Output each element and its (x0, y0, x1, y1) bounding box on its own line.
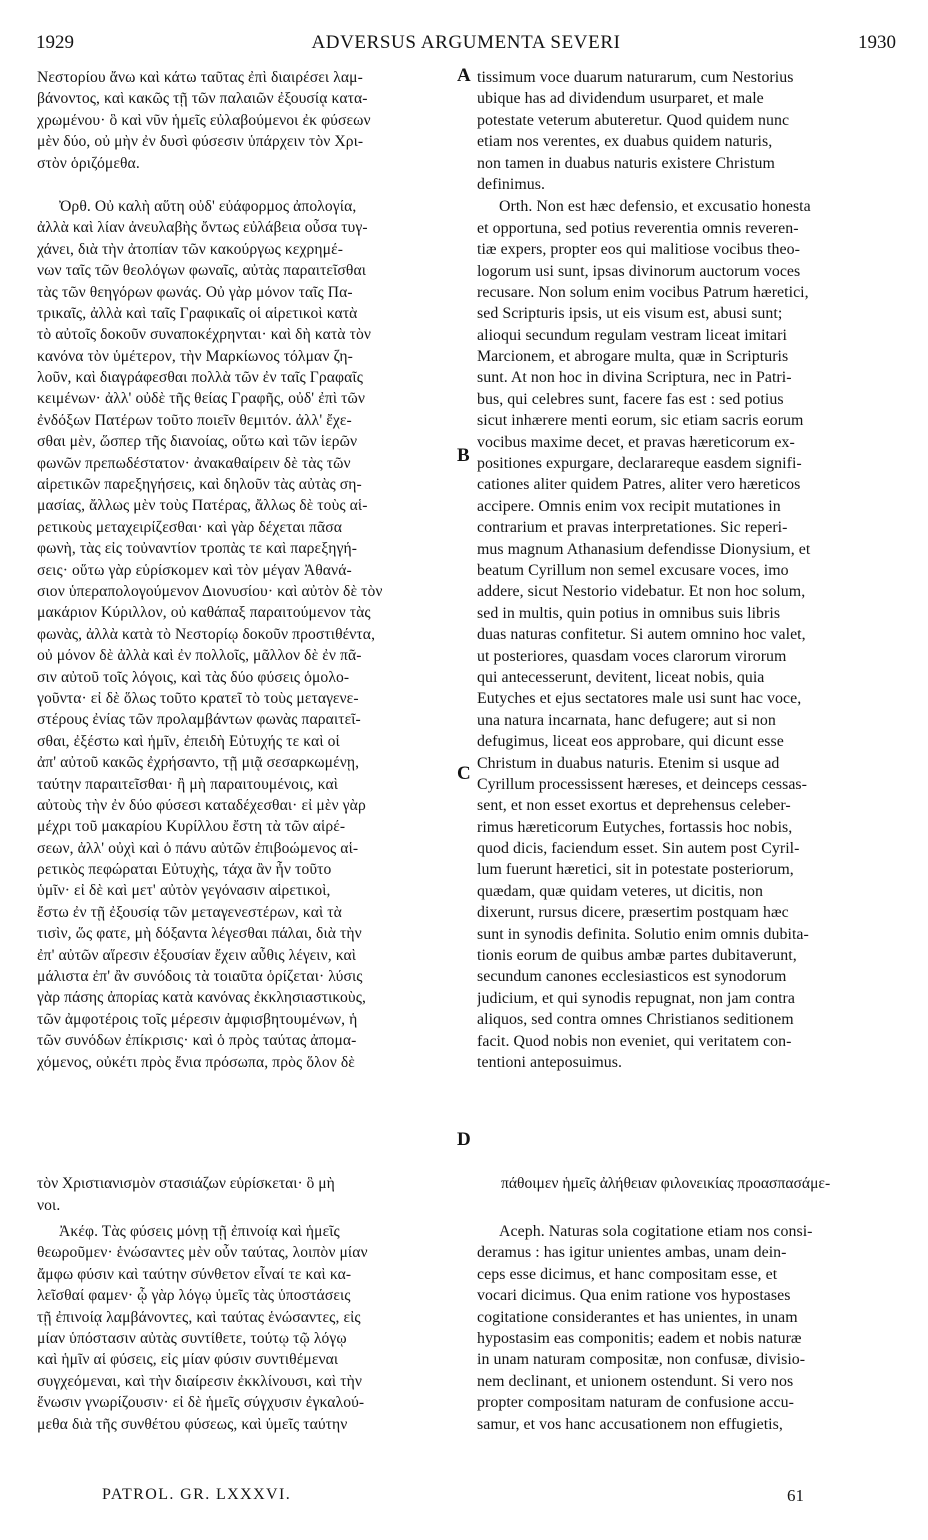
text-line: αὐτοὺς τὴν ἐν δύο φύσεσι καταδέχεσθαι· εἰ μὲν γὰρ (37, 796, 366, 814)
text-line: ρετικὸς πεφώραται Εὐτυχὴς, τάχα ἂν ἦν τοῦτο (37, 861, 332, 879)
text-line: τῇ ἐπινοίᾳ λαμβάνοντες, καὶ ταύτας ἑνώσαντες, εἰς (37, 1308, 361, 1326)
text-line: sunt. At non hoc in divina Scriptura, nec in Patri- (477, 369, 792, 387)
text-line: γὰρ πάσης ἀπορίας κατὰ κανόνας ἐκκλησιαστικοὺς, (37, 989, 367, 1007)
text-line: χόμενος, οὐκέτι πρὸς ἔνια πρόσωπα, πρὸς ὅλον δὲ (37, 1053, 355, 1071)
text-line: Ὀρθ. Οὐ καλὴ αὕτη οὐδ' εὐάφορμος ἀπολογία, (59, 197, 357, 215)
text-line: sed in multis, quin potius in omnibus suis libris (477, 604, 781, 622)
sheet-number: 61 (787, 1486, 804, 1505)
latin-paragraph-orth (477, 196, 893, 1073)
running-title: ADVERSUS ARGUMENTA SEVERI (311, 32, 621, 53)
text-line: φωνῶν πρεπωδέστατον· ἀνακαθαίρειν δὲ τὰς τῶν (37, 454, 351, 472)
text-line: tiæ expers, propter eos qui malitiose vocibus theo- (477, 241, 800, 259)
text-line: Christum in duabus naturis. Etenim si usque ad (477, 754, 780, 772)
text-line: tentioni anteposuimus. (477, 1053, 622, 1071)
text-line: mus magnum Athanasium defendisse Dionysium, et (477, 540, 811, 558)
text-line: τισὶν, ὥς φατε, μὴ δόξαντα λέγεσθαι πάλαι, διὰ τὴν (37, 925, 362, 943)
text-line: σιον ὑπεραπολογούμενον Διονυσίου· καὶ αὐτὸν δὲ τὸν (37, 582, 383, 600)
text-line: lum fuerunt hæretici, sit in potestate posteriorum, (477, 861, 794, 879)
text-line: vocari dicimus. Qua enim ratione vos hypostases (477, 1287, 791, 1305)
text-line: κειμένων· ἀλλ' οὐδὲ τῆς θείας Γραφῆς, οὐδ' ἐπὶ τῶν (37, 390, 365, 408)
latin-paragraph-aceph (477, 1221, 893, 1435)
text-line: qui antecesserunt, devitent, liceat nobis, quia (477, 668, 765, 686)
text-line: bus, qui celebres sunt, facere fas est : sed potius (477, 390, 784, 408)
text-line: positiones expurgare, declarareque easdem signifi- (477, 455, 802, 473)
text-line: sed Scripturis ipsis, ut eis visum est, abusi sunt; (477, 305, 783, 323)
latin-column-lower (477, 1221, 893, 1435)
text-line: μασίας, ἄλλως μὲν τοὺς Πατέρας, ἄλλως δὲ τοὺς αἱ- (37, 497, 368, 515)
text-line: judicium, et qui synodis repugnat, non jam contra (477, 989, 795, 1007)
text-line: ἀπ' αὐτοῦ κακῶς ἐχρήσαντο, τῇ μιᾷ σεσαρκωμένῃ, (37, 754, 360, 772)
section-marker-d: D (457, 1129, 471, 1150)
text-line: ρετικοὺς μεταχειρίζεσθαι· καὶ γὰρ δέχεται πᾶσα (37, 518, 343, 536)
text-line: cogitatione considerantes et has unientes, in unam (477, 1308, 798, 1326)
greek-paragraph-1 (37, 67, 453, 174)
text-line: ἐπ' αὐτῶν αἵρεσιν ἐξουσίαν ἔχειν αὖθις λέγειν, καὶ (37, 946, 357, 964)
page-footer (36, 1486, 896, 1512)
greek-column (37, 67, 453, 1073)
section-marker-b: B (457, 445, 470, 466)
text-line: χρωμένου· ὃ καὶ νῦν ἡμεῖς εὐλαβούμενοι ἐκ φύσεων (37, 111, 371, 129)
text-line: καὶ ἡμῖν αἱ φύσεις, εἰς μίαν φύσιν συντιθέμεναι (37, 1351, 339, 1369)
text-line: ἐνδόξων Πατέρων τοῦτο ποιεῖν θεμιτόν. ἀλλ' ἔχε- (37, 411, 352, 429)
text-line: γοῦντα· εἰ δὲ ὅλως τοῦτο κρατεῖ τὸ τοὺς μεταγενε- (37, 689, 359, 707)
greek-spanning-text: τὸν Χριστιανισμὸν στασιάζων εὑρίσκεται· ὃ μὴ (37, 1175, 335, 1192)
text-line: aliquos, sed contra omnes Christianos seditionem (477, 1011, 794, 1029)
text-line: τὰς τῶν θεηγόρων φωνάς. Οὐ γὰρ μόνον ταῖς Πα- (37, 283, 353, 301)
page-header (36, 32, 896, 58)
greek-paragraph-orth (37, 196, 453, 1073)
text-line: κανόνα τὸν ὑμέτερον, τὴν Μαρκίωνος τόλμαν ζη- (37, 347, 353, 365)
text-line: tionis eorum de quibus ambæ partes dubitaverunt, (477, 947, 797, 965)
text-line: facit. Quod nobis non eveniet, qui veritatem con- (477, 1032, 792, 1050)
latin-column (477, 67, 893, 1073)
text-line: recusare. Non solum enim vocibus Patrum hæretici, (477, 283, 809, 301)
text-line: ubique has ad dividendum usurparet, et male (477, 90, 764, 108)
text-line: rimus hæreticorum Eutyches, fortassis hoc nobis, (477, 818, 793, 836)
text-line: quod dicis, faciendum esset. Sin autem post Cyril- (477, 840, 800, 858)
text-line: χάνει, διὰ τὴν ἀτοπίαν τῶν κακούργως κεχρημέ- (37, 240, 344, 258)
text-line: μὲν δύο, οὐ μὴν ἐν δυσὶ φύσεσιν ὑπάρχειν τὸν Χρι- (37, 133, 364, 151)
text-line: μάλιστα ἐπ' ἂν συνόδοις τὰ τοιαῦτα ὁρίζεται· λύσις (37, 968, 363, 986)
text-line: deramus : has igitur unientes ambas, unam dein- (477, 1244, 787, 1262)
text-line: sicut inhærere menti eorum, sic etiam sacris eorum (477, 412, 804, 430)
text-line: μέχρι τοῦ μακαρίου Κυρίλλου ἔστη τὰ τῶν αἱρέ- (37, 818, 346, 836)
text-line: στὸν ὁριζόμεθα. (37, 154, 140, 172)
paragraph-gap (37, 174, 453, 196)
text-line: beatum Cyrillum non semel excusare voces, imo (477, 561, 789, 579)
text-line: et opportuna, sed potius reverentia omnis reveren- (477, 219, 799, 237)
text-line: ut posteriores, quasdam voces clarorum virorum (477, 647, 787, 665)
text-line: Aceph. Naturas sola cogitatione etiam nos consi- (499, 1223, 813, 1240)
greek-paragraph-aceph (37, 1221, 453, 1435)
text-line: nem declinant, et unionem ostendunt. Si vero nos (477, 1372, 794, 1390)
text-line: ὑμῖν· εἰ δὲ καὶ μετ' αὐτὸν γεγόνασιν αἱρετικοὶ, (37, 882, 331, 900)
text-line: στέρους ἐνίας τῶν προλαμβάντων φωνὰς παραιτεῖ- (37, 711, 361, 729)
text-line: secundum canones ecclesiasticos est synodorum (477, 968, 787, 986)
section-marker-a: A (457, 65, 471, 86)
column-number-left: 1929 (36, 32, 74, 53)
text-line: συγχεόμεναι, καὶ τὴν διαίρεσιν ἐκκλίνουσι, καὶ τὴν (37, 1372, 362, 1390)
text-line: μεθα διὰ τῆς συνθέτου φύσεως, καὶ ὑμεῖς ταύτην (37, 1415, 348, 1433)
text-line: potestate veterum abuteretur. Quod quidem nunc (477, 111, 790, 129)
text-line: etiam nos verentes, ex duabus quidem naturis, (477, 133, 773, 151)
text-line: non tamen in duabus naturis existere Christum (477, 154, 775, 172)
text-line: una natura incarnata, hanc defugere; aut si non (477, 711, 776, 729)
text-line: alioqui secundum regulam vestram liceat imitari (477, 326, 787, 344)
text-line: defugimus, liceat eos approbare, qui dicunt esse (477, 733, 784, 751)
text-line: σθαι μὲν, ὥσπερ τῆς διανοίας, οὕτω καὶ τῶν ἱερῶν (37, 433, 358, 451)
text-line: μακάριον Κύριλλον, οὐ καθάπαξ παραιτούμενον τὰς (37, 604, 371, 622)
greek-spanning-continuation: πάθοιμεν ἡμεῖς ἀλήθειαν φιλονεικίας προασπασάμε- (501, 1175, 831, 1192)
text-line: σιν αὐτοῦ τοῖς λόγοις, καὶ τὰς δύο φύσεις ὁμολο- (37, 668, 350, 686)
text-line: βάνοντος, καὶ κακῶς τῇ τῶν παλαιῶν ἐξουσίᾳ κατα- (37, 90, 368, 108)
section-marker-c: C (457, 763, 471, 784)
text-line: σεων, ἀλλ' οὐχὶ καὶ ὁ πάνυ αὐτῶν ἐπιβοώμενος αἱ- (37, 839, 359, 857)
text-line: ceps esse dicimus, et hanc compositam esse, et (477, 1265, 778, 1283)
text-line: duas naturas confitetur. Si autem omnino hoc valet, (477, 626, 806, 644)
text-line: ἔστω ἐν τῇ ἐξουσίᾳ τῶν μεταγενεστέρων, καὶ τὰ (37, 903, 342, 921)
text-line: accipere. Omnis enim vox recipit mutationes in (477, 497, 781, 515)
text-line: propter compositam naturam de confusione accu- (477, 1394, 794, 1412)
column-number-right: 1930 (858, 32, 896, 53)
text-line: hypostasim eas componitis; eadem et nobis naturæ (477, 1329, 802, 1347)
text-line: λεῖσθαί φαμεν· ᾧ γὰρ λόγῳ ὑμεῖς τὰς ὑποστάσεις (37, 1287, 351, 1305)
text-line: Ἀκέφ. Τὰς φύσεις μόνῃ τῇ ἐπινοίᾳ καὶ ἡμεῖς (59, 1223, 340, 1240)
text-line: ἕνωσιν γνωρίζουσιν· εἰ δὲ ἡμεῖς σύγχυσιν ἐγκαλού- (37, 1394, 365, 1412)
text-line: sent, et non esset exortus et deprehensus celeber- (477, 797, 791, 815)
series-signature: PATROL. GR. LXXXVI. (102, 1486, 292, 1503)
latin-paragraph-1 (477, 67, 893, 195)
text-line: τῶν ἀμφοτέροις τοῖς μέρεσιν ἀμφισβητουμένων, ἡ (37, 1010, 358, 1028)
text-line: νων ταῖς τῶν θεολόγων φωναῖς, αὐτὰς παραιτεῖσθαι (37, 262, 367, 280)
text-line: μίαν ὑπόστασιν αὐτὰς συντίθετε, τούτῳ τῷ λόγῳ (37, 1329, 347, 1347)
text-line: ἀλλὰ καὶ λίαν ἀνευλαβὴς ὄντως εὐλάβεια οὖσα τυγ- (37, 219, 368, 237)
text-line: φωνὴ, τὰς εἰς τοὐναντίον τροπὰς τε καὶ παρεξηγή- (37, 540, 358, 558)
text-line: cationes aliter quidem Patres, aliter vero hæreticos (477, 476, 801, 494)
text-line: samur, et vos hanc accusationem non effugietis, (477, 1415, 783, 1433)
text-line: contrarium et pravas interpretationes. Sic reperi- (477, 519, 788, 537)
spanning-line (37, 1173, 893, 1194)
text-line: θεωροῦμεν· ἑνώσαντες μὲν οὖν ταύτας, λοιπὸν μίαν (37, 1244, 368, 1262)
text-line: φωνὰς, ἀλλὰ κατὰ τὸ Νεστορίῳ δοκοῦν προστιθέντα, (37, 625, 376, 643)
text-line: in unam naturam compositæ, non confusæ, divisio- (477, 1351, 806, 1369)
text-line: Νεστορίου ἄνω καὶ κάτω ταῦτας ἐπὶ διαιρέσει λαμ- (37, 69, 363, 86)
text-line: definimus. (477, 175, 546, 193)
text-line: sunt in synodis definita. Solutio enim omnis dubita- (477, 925, 809, 943)
text-line: dixerunt, rursus dicere, præsertim postquam hæc (477, 904, 789, 922)
text-line: Marcionem, et abrogare multa, quæ in Scripturis (477, 348, 789, 366)
text-line: Eutyches et ejus sectatores male usi sunt hac voce, (477, 690, 802, 708)
text-line: οὐ μόνον δὲ ἀλλὰ καὶ ἐν πολλοῖς, μᾶλλον δὲ ἐν πᾶ- (37, 647, 362, 665)
text-line: σθαι, ἐξέστω καὶ ἡμῖν, ἐπειδὴ Εὐτυχής τε καὶ οἱ (37, 732, 340, 750)
text-line: λοῦν, καὶ διαγράφεσθαι πολλὰ τῶν ἐν ταῖς Γραφαῖς (37, 369, 364, 387)
text-line: tissimum voce duarum naturarum, cum Nestorius (477, 69, 794, 86)
text-line: σεις· οὕτω γὰρ εὑρίσκομεν καὶ τὸν μέγαν Ἀθανά- (37, 561, 352, 579)
greek-column-lower (37, 1221, 453, 1435)
text-line: logorum usi sunt, ipsas divinorum auctorum voces (477, 262, 801, 280)
text-line: Orth. Non est hæc defensio, et excusatio honesta (499, 198, 811, 216)
greek-tail-line: νοι. (37, 1197, 61, 1214)
text-line: τὸ αὐτοῖς δοκοῦν συναποκέχρηνται· καὶ δὴ κατὰ τὸν (37, 326, 371, 344)
text-line: vocibus maxime decet, et pravas hæreticorum ex- (477, 433, 795, 451)
text-line: τῶν συνόδων ἐπίκρισις· καὶ ὁ πρὸς ταύτας ἀπομα- (37, 1032, 357, 1050)
text-line: ταύτην παραιτεῖσθαι· ἢ μὴ παραιτουμένοις, καὶ (37, 775, 339, 793)
text-line: αἱρετικῶν παρεξηγήσεις, καὶ δηλοῦν τὰς αὐτὰς ση- (37, 476, 362, 494)
text-line: τρικαῖς, ἀλλὰ καὶ ταῖς Γραφικαῖς οἱ αἱρετικοὶ κατὰ (37, 304, 358, 322)
text-line: addere, sicut Nestorio videbatur. Et non hoc solum, (477, 583, 806, 601)
text-line: Cyrillum processissent hæreses, et deinceps cessas- (477, 775, 807, 793)
text-line: ἄμφω φύσιν καὶ ταύτην σύνθετον εἶναί τε καὶ κα- (37, 1265, 352, 1283)
text-line: quædam, quæ quidam veteres, ut dicitis, non (477, 882, 763, 900)
